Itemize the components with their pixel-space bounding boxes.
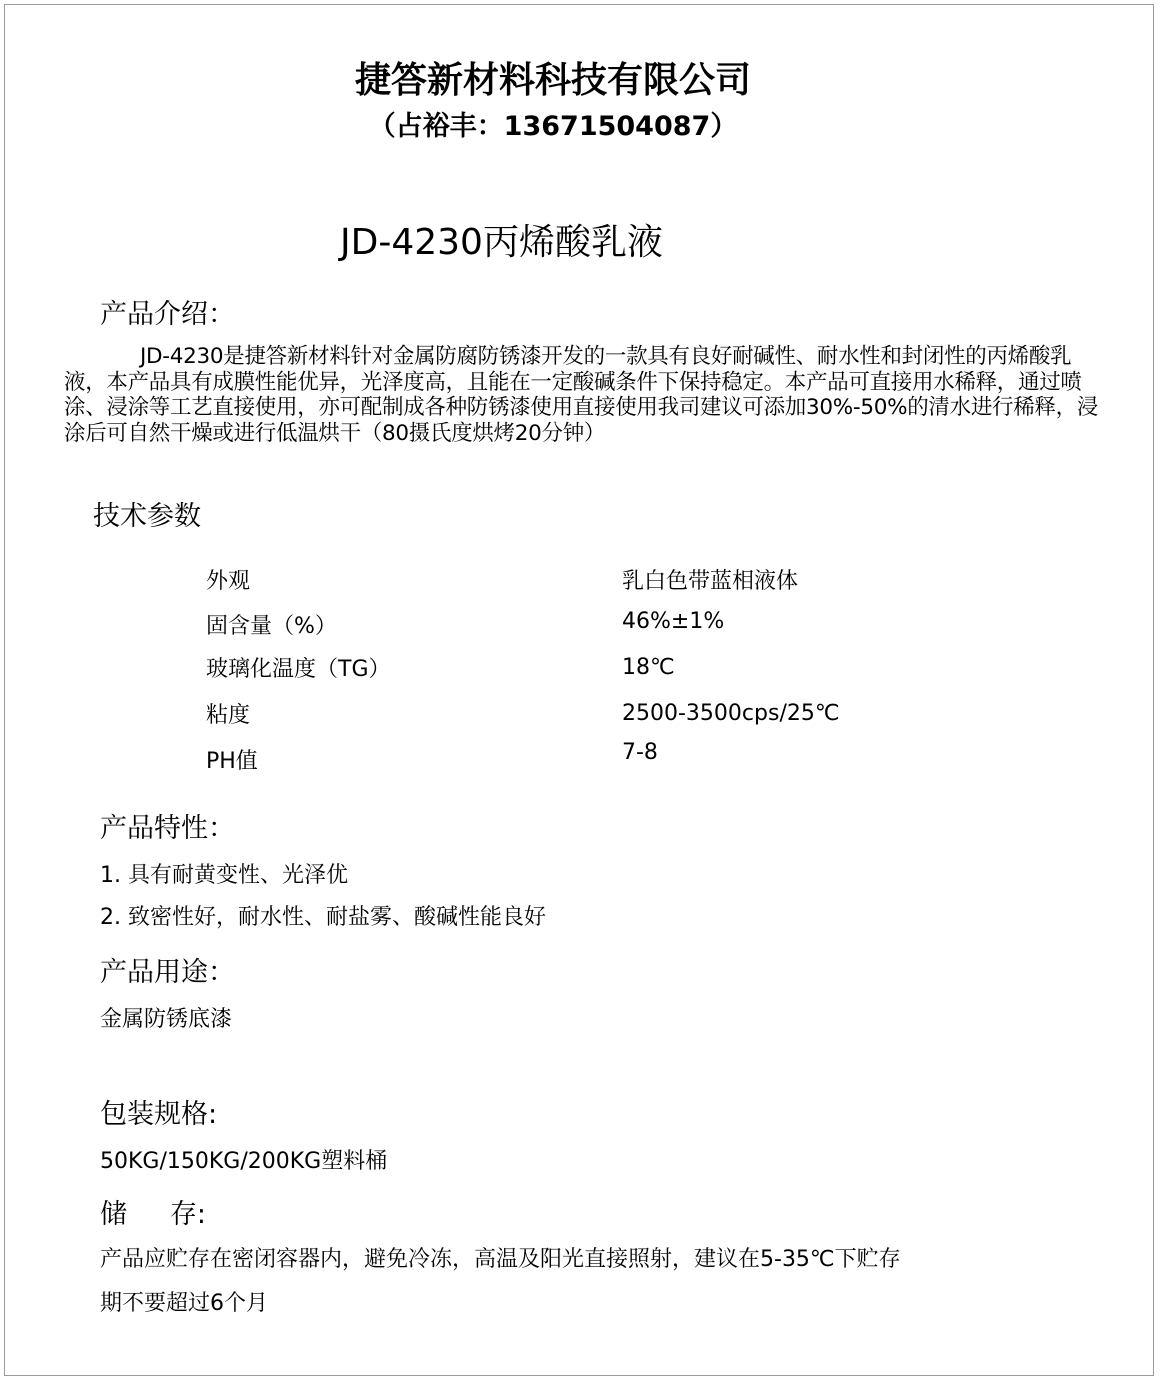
- spec-value-tg: 18℃: [622, 655, 675, 680]
- packaging-text: 50KG/150KG/200KG塑料桶: [100, 1149, 388, 1174]
- usage-heading: 产品用途：: [100, 957, 235, 988]
- storage-heading: 储 存:: [100, 1199, 207, 1230]
- spec-label-ph: PH值: [206, 749, 258, 774]
- spec-value-ph: 7-8: [622, 740, 658, 765]
- storage-text-line1: 产品应贮存在密闭容器内，避免冷冻，高温及阳光直接照射，建议在5-35℃下贮存: [100, 1247, 901, 1272]
- intro-heading: 产品介绍：: [100, 299, 235, 330]
- spec-label-viscosity: 粘度: [206, 703, 251, 728]
- storage-text-line2: 期不要超过6个月: [100, 1291, 268, 1316]
- spec-value-viscosity: 2500-3500cps/25℃: [622, 701, 840, 726]
- usage-text: 金属防锈底漆: [100, 1007, 233, 1032]
- spec-value-solids: 46%±1%: [622, 609, 725, 634]
- spec-value-appearance: 乳白色带蓝相液体: [622, 569, 799, 594]
- product-title: JD-4230丙烯酸乳液: [340, 222, 663, 263]
- feature-item: 1. 具有耐黄变性、光泽优: [100, 863, 348, 888]
- packaging-heading: 包装规格:: [100, 1099, 218, 1130]
- company-name: 捷答新材料科技有限公司: [354, 60, 751, 101]
- spec-label-tg: 玻璃化温度（TG）: [206, 657, 391, 682]
- features-heading: 产品特性：: [100, 813, 235, 844]
- spec-label-solids: 固含量（%）: [206, 614, 337, 639]
- feature-item: 2. 致密性好，耐水性、耐盐雾、酸碱性能良好: [100, 905, 546, 930]
- spec-label-appearance: 外观: [206, 569, 251, 594]
- intro-paragraph: JD-4230是捷答新材料针对金属防腐防锈漆开发的一款具有良好耐碱性、耐水性和封闭性的丙烯酸乳液，本产品具有成膜性能优异，光泽度高，且能在一定酸碱条件下保持稳定。本产品可直接用水稀释，通过喷涂、浸涂等工艺直接使用，亦可配制成各种防锈漆使用直接使用我司建议可添加30%-50%的清水进行稀释，浸涂后可自然干燥或进行低温烘干（80摄氏度烘烤20分钟）: [64, 344, 1099, 446]
- specs-heading: 技术参数: [93, 501, 201, 532]
- contact-line: （占裕丰：13671504087）: [368, 111, 738, 142]
